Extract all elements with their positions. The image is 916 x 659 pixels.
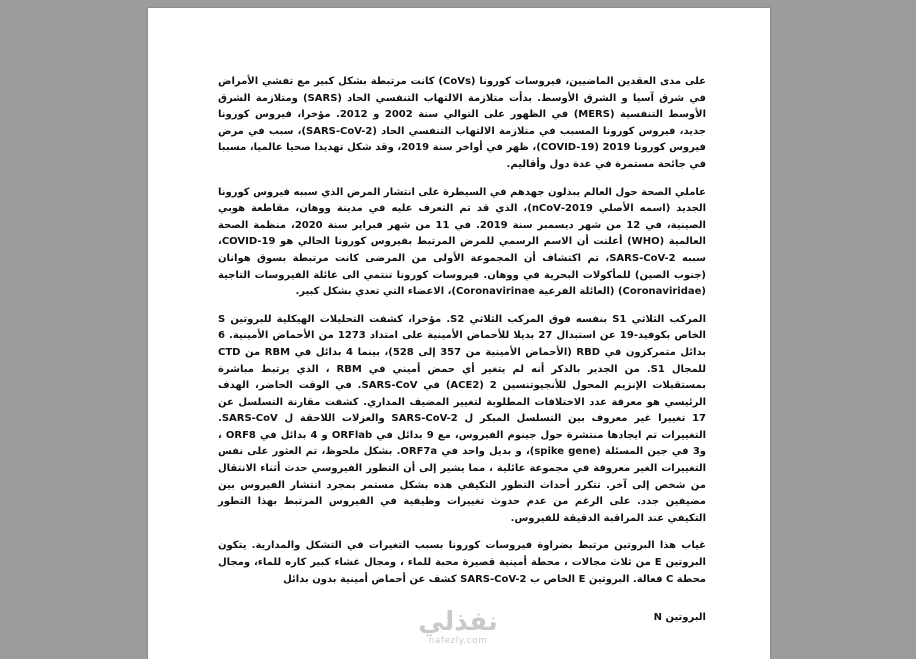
document-body [218,74,706,638]
paragraph-coronavirus-history: على مدى العقدين الماضيين، فيروسات كورونا (CoVs) كانت مرتبطة بشكل كبير مع تفشي الأمراض في شرق آسيا و الشرق الأوسط. بدأت متلازمة الالتهاب التنفسي الحاد (SARS) ومتلازمة الشرق الأوسط التنفسية (MERS) في الظهور على التوالي سنة 2002 و 2012. مؤخرا، فيروس كورونا جديد، فيروس كورونا المسبب في متلازمة الالتهاب التنفسي الحاد (SARS-CoV-2)، سبب في مرض فيروس كورونا 2019 (COVID-19)، ظهر في أواخر سنة 2019، وقد شكل تهديدا صحيا عالميا، مسببا في جائحة مستمرة في عدة دول وأقاليم. [218,76,707,170]
section-heading-n-protein: البروتين N [653,612,706,624]
paragraph-spike-protein: المركب الثلاثي S1 بنفسه فوق المركب الثلاثي S2. مؤخرا، كشفت التحليلات الهيكلية للبروتين S الخاص بكوفيد-19 عن استبدال 27 بديلا للأحماض الأمينية على امتداد 1273 من الأحماض الأمينية. 6 بدائل متمركزون في RBD (الأحماض الأمينية من 357 إلى 528)، بينما 4 بدائل في RBM من CTD للمجال S1. من الجدير بالذكر أنه لم يتغير أي حمض أميني في RBM ، الذي يرتبط مباشرة بمستقبلات الإنزيم المحول للأنجيوتنسين 2 (ACE2) في SARS-CoV. في الوقت الحاضر، الهدف الرئيسي هو معرفة عدد الاختلافات المطلوبة لتغيير المضيف المداري. كشفت مقارنة التسلسل عن 17 تغييرا غير معروف بين التسلسل المبكر ل SARS-CoV-2 والعزلات اللاحقة ل SARS-CoV. التغييرات تم ايجادها منتشرة حول جينوم الفيروس، مع 9 بدائل في ORFlab و 4 بدائل في ORF8 ، و3 في جين المسئلة (spike gene)، و بديل واحد في ORF7a. بشكل ملحوظ، تم العثور على نفس التغييرات الغير معروفة في مجموعة عائلية ، مما يشير إلى أن التطور الفيروسي حدث أثناء الانتقال من شخص إلى آخر. تتكرر أحداث التطور التكيفي هذه بشكل مستمر بمجرد انتشار الفيروس بين مضيفين جدد. على الرغم من عدم حدوث تغييرات وظيفية في الفيروس المرتبط بهذا التطور التكيفي عند المراقبة الدقيقة للفيروس. [218,313,707,524]
watermark-logo: نفذلي [418,607,498,637]
paragraph-covid19-origin: عاملي الصحة حول العالم يبذلون جهدهم في السيطرة على انتشار المرض الذي سببه فيروس كورونا الجديد (اسمه الأصلي 2019-nCoV)، الذي قد تم التعرف عليه في مدينة ووهان، مقاطعة هوبي الصينية، في 12 من شهر ديسمبر سنة 2019. في 11 من شهر فبراير سنة 2020، منظمة الصحة العالمية (WHO) أعلنت أن الاسم الرسمي للمرض المرتبط بفيروس كورونا الحالي هو COVID-19، سببه SARS-CoV-2، تم اكتشاف أن المجموعة الأولى من المرضى كانت مرتبطة بسوق هوانان (جنوب الصين) للمأكولات البحرية في ووهان. فيروسات كورونا تنتمي الى عائلة الفيروسات التاجية (Coronaviridae) (العائلة الفرعية Coronavirinae)، الاعضاء التي تعدي بشكل كبير. [218,186,707,298]
paragraph-e-protein: غياب هذا البروتين مرتبط بضراوة فيروسات كورونا بسبب التغيرات في التشكل والمدارية. يتكون البروتين E من ثلاث مجالات ، محطة أمينية قصيرة محبة للماء ، ومجال غشاء كبير كاره للماء، ومجال محطة C فعالة. البروتين E الخاص ب SARS-CoV-2 كشف عن أحماض أمينية بدون بدائل [218,540,706,585]
document-page [148,8,770,659]
watermark-url: nafezly.com [428,636,488,646]
